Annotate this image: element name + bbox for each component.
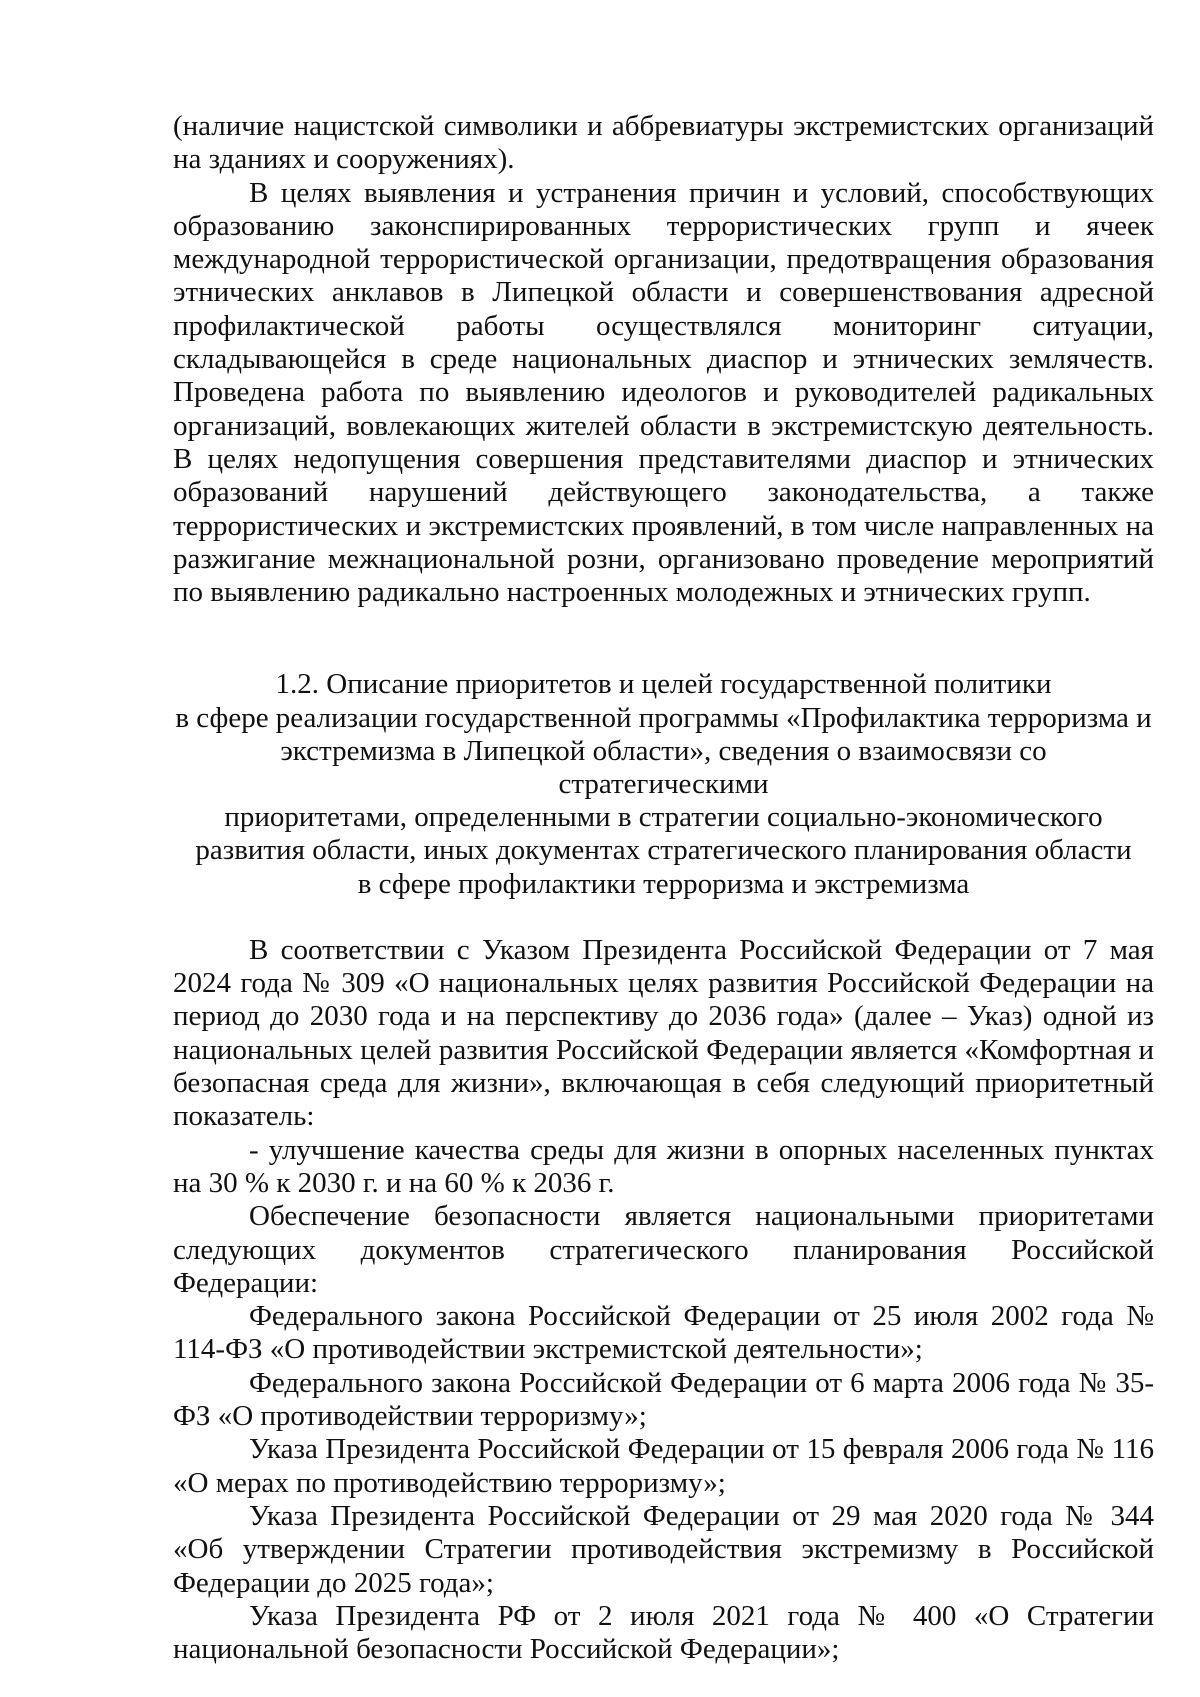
heading-spacer [173, 901, 1154, 934]
paragraph-monitoring: В целях выявления и устранения причин и условий, способствующих образованию законспирированных террористических групп и ячеек международной террористической организации, предотвращения образования этнических анклавов в Липецкой области и совершенствования адресной профилактической работы осуществлялся мониторинг ситуации, складывающейся в среде национальных диаспор и этнических землячеств. Проведена работа по выявлению идеологов и руководителей радикальных организаций, вовлекающих жителей области в экстремистскую деятельность. В целях недопущения совершения представителями диаспор и этнических образований нарушений действующего законодательства, а также террористических и экстремистских проявлений, в том числе направленных на разжигание межнациональной розни, организовано проведение мероприятий по выявлению радикально настроенных молодежных и этнических групп. [173, 176, 1154, 609]
paragraph-decree-309: В соответствии с Указом Президента Российской Федерации от 7 мая 2024 года № 309 «О национальных целях развития Российской Федерации на период до 2030 года и на перспективу до 2036 года» (далее – Указ) одной из национальных целей развития Российской Федерации является «Комфортная и безопасная среда для жизни», включающая в себя следующий приоритетный показатель: [173, 933, 1154, 1133]
section-heading-line: в сфере реализации государственной программы «Профилактика терроризма и [175, 701, 1152, 734]
section-heading [173, 668, 1154, 900]
section-heading-line: 1.2. Описание приоритетов и целей государственной политики [275, 668, 1052, 701]
paragraph-decree-116: Указа Президента Российской Федерации от 15 февраля 2006 года № 116 «О мерах по противодействию терроризму»; [173, 1433, 1154, 1499]
section-heading-line: развития области, иных документах стратегического планирования области [195, 834, 1132, 867]
section-heading-line: в сфере профилактики терроризма и экстремизма [357, 867, 970, 900]
paragraph-intro-continuation: (наличие нацистской символики и аббревиатуры экстремистских организаций на зданиях и сооружениях). [173, 110, 1154, 176]
paragraph-decree-400: Указа Президента РФ от 2 июля 2021 года № 400 «О Стратегии национальной безопасности Российской Федерации»; [173, 1599, 1154, 1666]
document-page [173, 110, 1154, 1666]
paragraph-indicator: - улучшение качества среды для жизни в опорных населенных пунктах на 30 % к 2030 г. и на 60 % к 2036 г. [173, 1133, 1154, 1199]
paragraph-law-35: Федерального закона Российской Федерации от 6 марта 2006 года № 35-ФЗ «О противодействии терроризму»; [173, 1366, 1154, 1433]
section-heading-line: экстремизма в Липецкой области», сведения о взаимосвязи со стратегическими [280, 734, 1047, 801]
paragraph-security-priorities: Обеспечение безопасности является национальными приоритетами следующих документов стратегического планирования Российской Федерации: [173, 1200, 1154, 1299]
section-heading-line: приоритетами, определенными в стратегии социально-экономического [224, 801, 1103, 834]
paragraph-law-114: Федерального закона Российской Федерации от 25 июля 2002 года № 114-ФЗ «О противодействии экстремистской деятельности»; [173, 1300, 1154, 1366]
paragraph-decree-344: Указа Президента Российской Федерации от 29 мая 2020 года № 344 «Об утверждении Стратегии противодействия экстремизму в Российской Федерации до 2025 года»; [173, 1499, 1154, 1599]
